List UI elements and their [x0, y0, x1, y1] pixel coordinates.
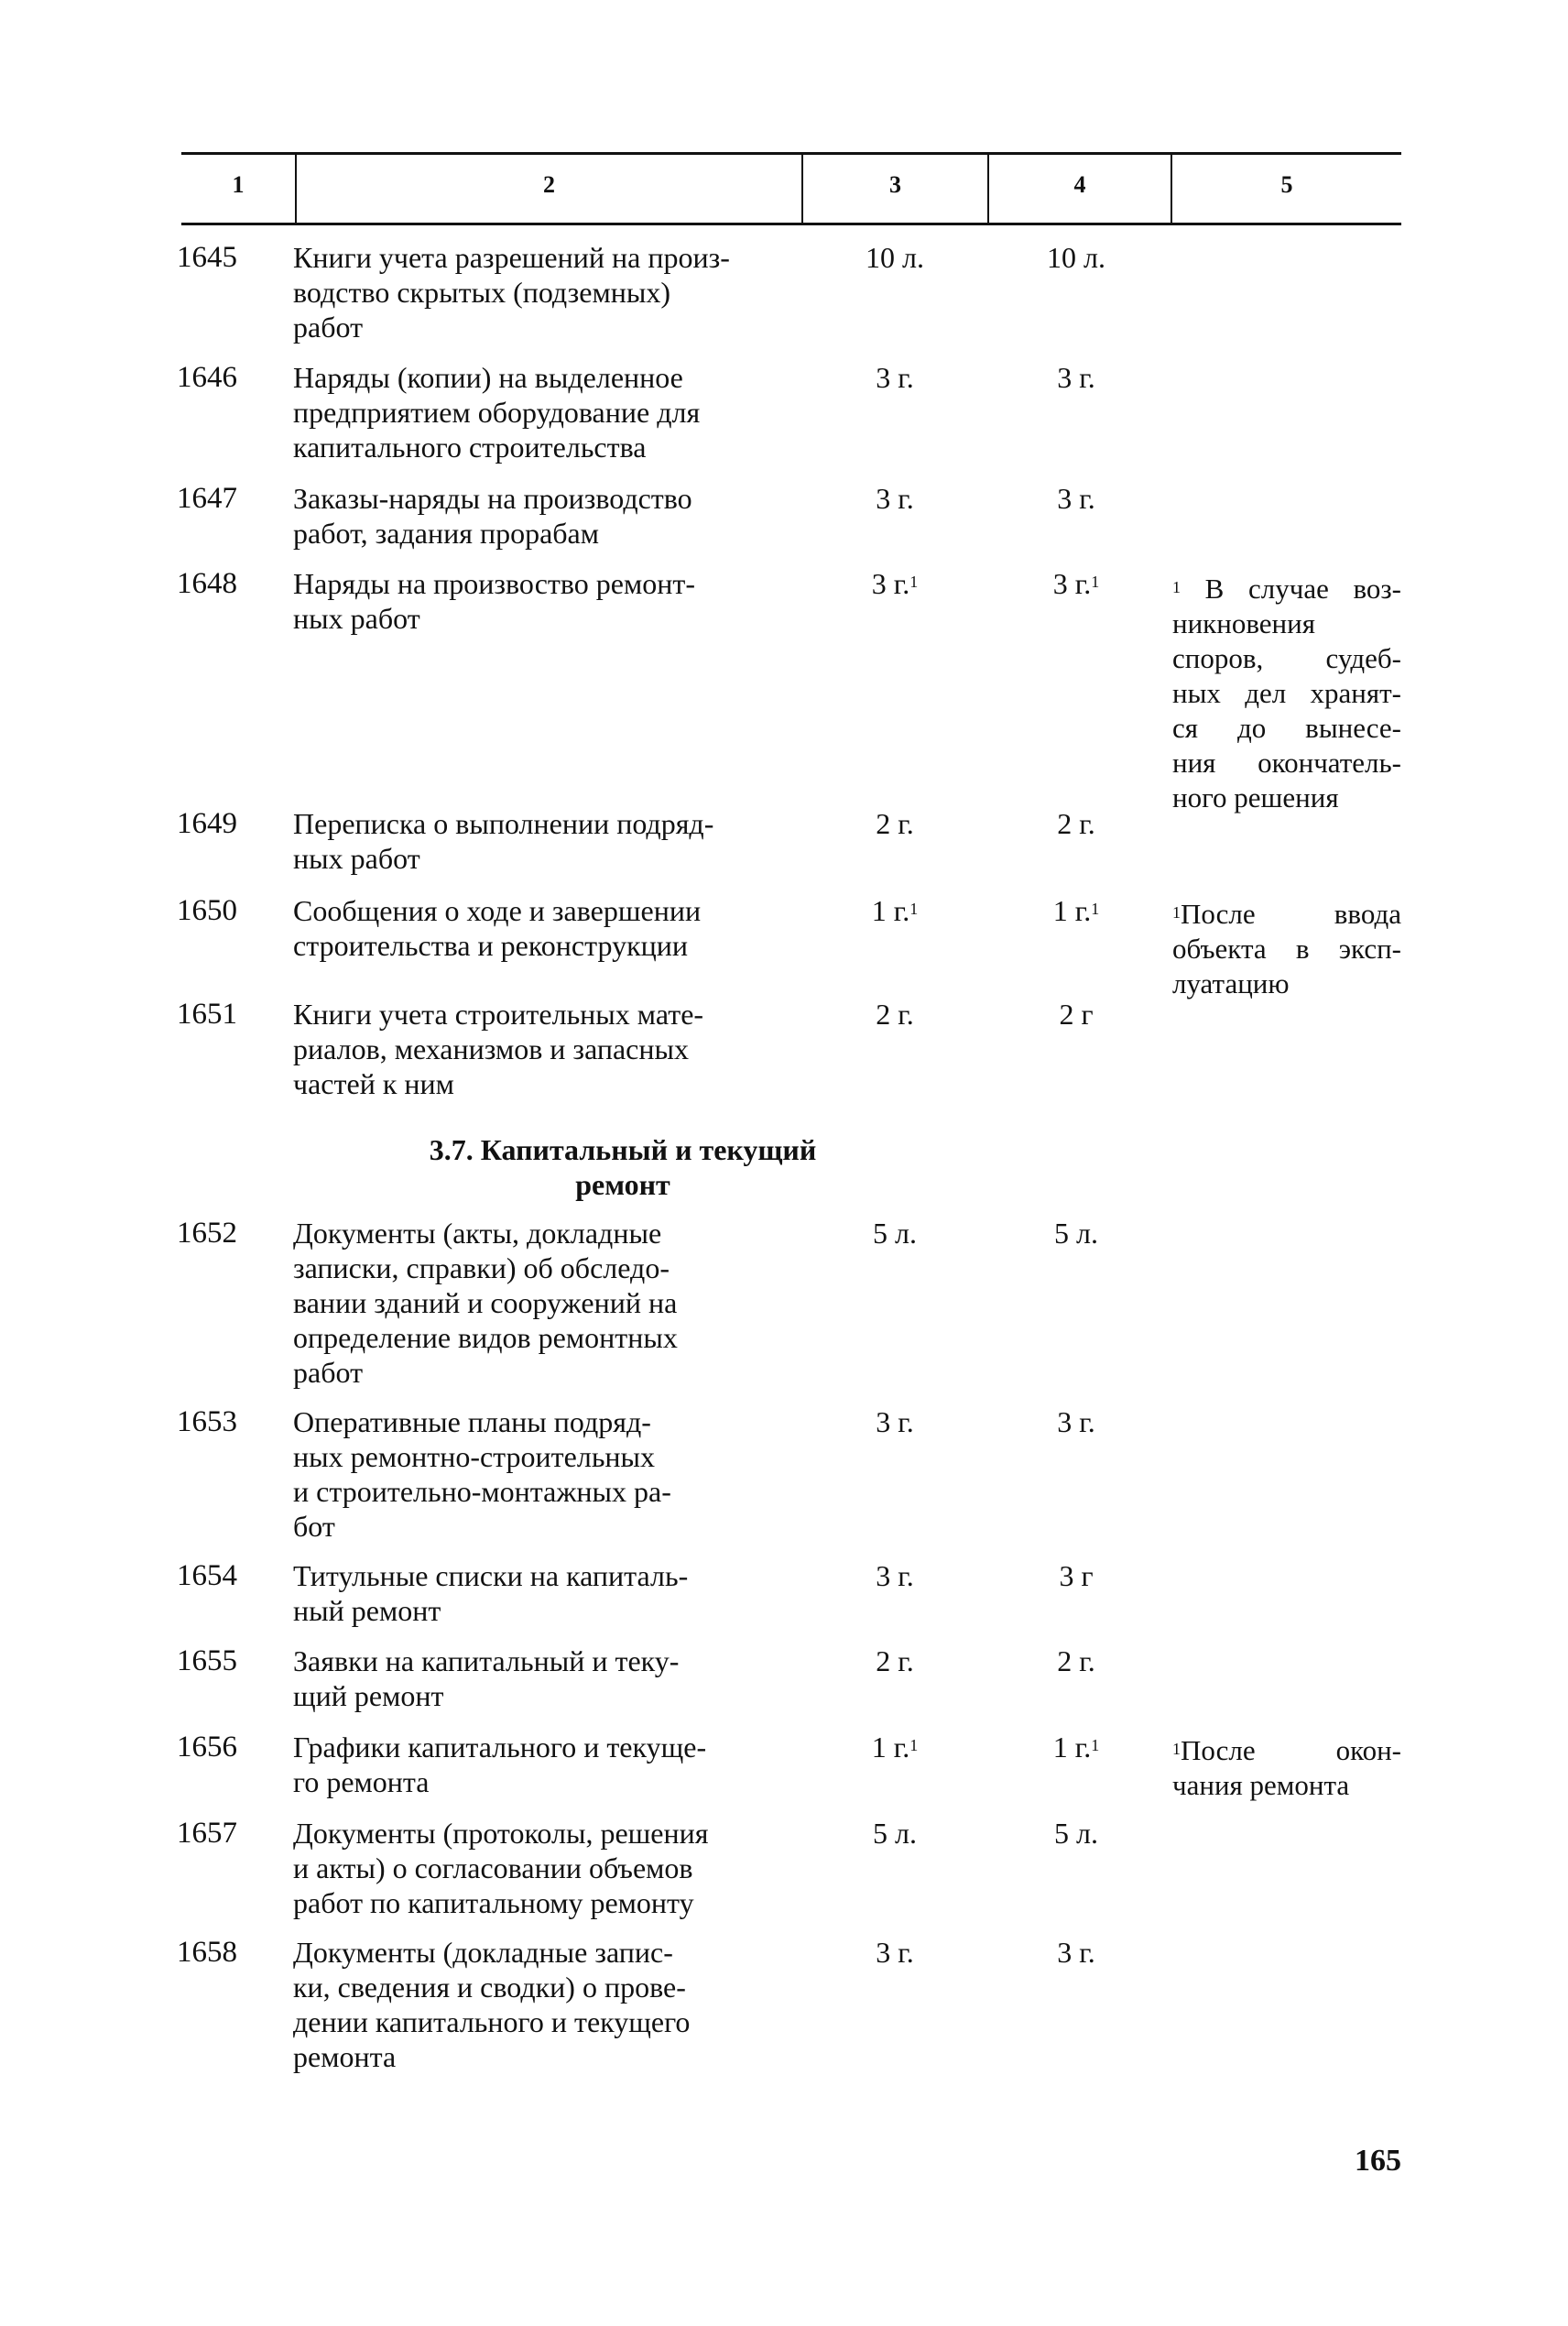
- row-title: Документы (акты, докладные записки, справки) об обследо- вании зданий и сооружений на определение видов ремонтных работ: [293, 1217, 678, 1389]
- row-number: 1652: [177, 1217, 237, 1250]
- column-header: 5: [1280, 171, 1293, 198]
- row-title: Наряды на произвоство ремонт- ных работ: [293, 567, 696, 635]
- row-title: Документы (протоколы, решения и акты) о согласовании объемов работ по капитальному ремонту: [293, 1817, 709, 1919]
- term-col4: 5 л.: [1054, 1217, 1098, 1250]
- row-number: 1650: [177, 894, 237, 927]
- footnote: $^1$После окон- чания ремонта: [1172, 1734, 1401, 1801]
- row-number: 1647: [177, 482, 237, 515]
- column-header: 3: [889, 171, 901, 198]
- row-title: Заказы-наряды на производство работ, задания прорабам: [293, 482, 692, 550]
- term-col4: 1 г.$^1$: [1052, 1731, 1100, 1764]
- footnote-mark: 1: [1091, 900, 1100, 918]
- header-bottom-rule: [181, 223, 1401, 225]
- term-col3: 10 л.: [866, 241, 924, 274]
- row-title: Сообщения о ходе и завершении строительства и реконструкции: [293, 894, 702, 962]
- row-number: 1645: [177, 241, 237, 274]
- term-col4: 10 л.: [1047, 241, 1105, 274]
- footnote-mark: 1: [909, 573, 919, 591]
- term-col4: 3 г: [1059, 1559, 1094, 1592]
- term-col3: 3 г.: [876, 1936, 914, 1969]
- term-col3: 5 л.: [873, 1217, 917, 1250]
- footnote-mark: 1: [1091, 573, 1100, 591]
- row-title: Титульные списки на капиталь- ный ремонт: [293, 1559, 689, 1627]
- footnote-mark: 1: [909, 900, 919, 918]
- term-col4: 5 л.: [1054, 1817, 1098, 1850]
- term-col3: 3 г.$^1$: [871, 567, 919, 600]
- term-col3: 2 г.: [876, 1644, 914, 1677]
- term-col4: 3 г.: [1057, 482, 1095, 515]
- footnote: $^1$ В случае воз- никновения споров, судеб- ных дел хранят- ся до вынесе- ния окончатель- ного решения: [1172, 573, 1402, 814]
- footnote-mark: 1: [909, 1736, 919, 1754]
- row-title: Заявки на капитальный и теку- щий ремонт: [293, 1644, 680, 1712]
- footnote: $^1$После ввода объекта в эксп- луатацию: [1172, 898, 1401, 999]
- footnote-mark: 1: [1091, 1736, 1100, 1754]
- row-title: Книги учета строительных мате- риалов, механизмов и запасных частей к ним: [293, 998, 704, 1100]
- row-title: Документы (докладные запис- ки, сведения и сводки) о прове- дении капитального и текущего ремонта: [293, 1936, 691, 2073]
- term-col4: 2 г.: [1057, 1644, 1095, 1677]
- term-col4: 3 г.: [1057, 1405, 1095, 1438]
- row-number: 1655: [177, 1644, 237, 1677]
- row-number: 1648: [177, 567, 237, 600]
- row-title: Книги учета разрешений на произ- водство скрытых (подземных) работ: [293, 241, 730, 344]
- row-number: 1649: [177, 807, 237, 840]
- row-number: 1654: [177, 1559, 237, 1592]
- term-col3: 3 г.: [876, 482, 914, 515]
- column-header: 2: [543, 171, 555, 198]
- row-title: Графики капитального и текуще- го ремонта: [293, 1731, 707, 1798]
- page-number: 165: [1355, 2144, 1401, 2178]
- term-col3: 3 г.: [876, 1405, 914, 1438]
- term-col3: 3 г.: [876, 1559, 914, 1592]
- section-heading: 3.7. Капитальный и текущий ремонт: [429, 1133, 817, 1201]
- column-header: 1: [232, 171, 245, 198]
- term-col3: 1 г.$^1$: [871, 894, 919, 927]
- row-number: 1646: [177, 361, 237, 394]
- term-col4: 1 г.$^1$: [1052, 894, 1100, 927]
- row-number: 1657: [177, 1817, 237, 1850]
- row-number: 1651: [177, 998, 237, 1031]
- term-col3: 1 г.$^1$: [871, 1731, 919, 1764]
- term-col4: 3 г.: [1057, 1936, 1095, 1969]
- row-title: Оперативные планы подряд- ных ремонтно-строительных и строительно-монтажных ра- бот: [293, 1405, 671, 1543]
- term-col4: 2 г.: [1057, 807, 1095, 840]
- term-col4: 3 г.: [1057, 361, 1095, 394]
- term-col3: 2 г.: [876, 807, 914, 840]
- term-col4: 3 г.$^1$: [1052, 567, 1100, 600]
- row-title: Переписка о выполнении подряд- ных работ: [293, 807, 714, 875]
- row-number: 1656: [177, 1731, 237, 1764]
- column-header: 4: [1073, 171, 1086, 198]
- term-col3: 3 г.: [876, 361, 914, 394]
- term-col3: 2 г.: [876, 998, 914, 1031]
- row-number: 1658: [177, 1936, 237, 1969]
- term-col4: 2 г: [1059, 998, 1094, 1031]
- term-col3: 5 л.: [873, 1817, 917, 1850]
- row-number: 1653: [177, 1405, 237, 1438]
- header-top-rule: [181, 152, 1401, 155]
- row-title: Наряды (копии) на выделенное предприятием оборудование для капитального строительства: [293, 361, 701, 464]
